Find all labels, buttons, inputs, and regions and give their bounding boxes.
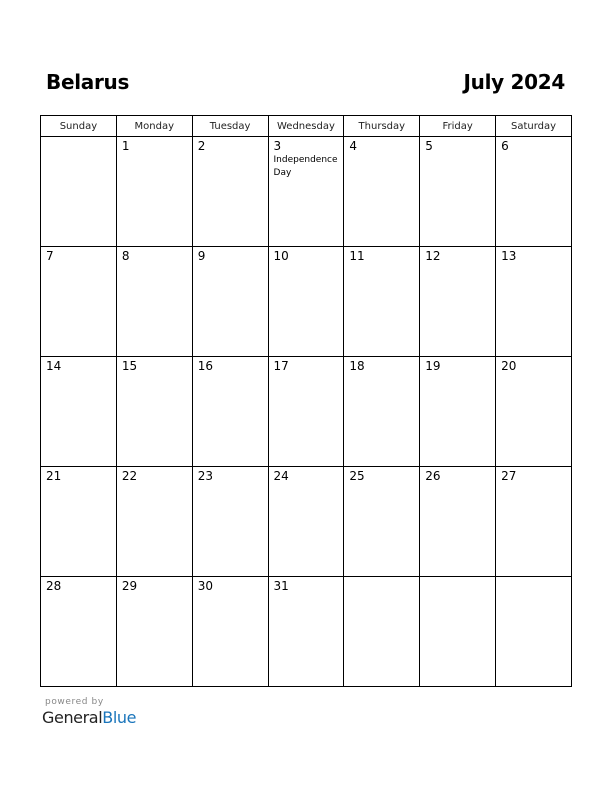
week-row (41, 467, 572, 577)
day-number: 28 (46, 579, 62, 593)
day-number (496, 577, 571, 579)
day-number: 12 (425, 249, 441, 263)
day-cell (420, 137, 496, 247)
day-cell (41, 467, 117, 577)
day-cell (268, 247, 344, 357)
day-cell (496, 577, 572, 687)
day-number: 25 (349, 469, 365, 483)
day-cell (192, 247, 268, 357)
weekday-friday: Friday (420, 116, 496, 137)
day-cell (116, 467, 192, 577)
day-cell (496, 467, 572, 577)
day-number: 8 (121, 249, 130, 263)
day-cell (41, 357, 117, 467)
day-number: 13 (501, 249, 517, 263)
week-row (41, 247, 572, 357)
day-cell (192, 357, 268, 467)
generalblue-logo[interactable] (42, 708, 136, 727)
day-number: 6 (501, 139, 509, 153)
day-cell (192, 467, 268, 577)
day-number: 2 (197, 139, 206, 153)
day-cell (268, 137, 344, 247)
day-number: 24 (273, 469, 289, 483)
day-cell (344, 577, 420, 687)
weekday-sunday: Sunday (41, 116, 117, 137)
brand-blue: Blue (102, 708, 137, 727)
day-number: 3 (273, 139, 282, 153)
day-number: 30 (197, 579, 213, 593)
day-number: 27 (501, 469, 517, 483)
day-cell (344, 247, 420, 357)
day-number: 23 (197, 469, 213, 483)
day-number: 19 (425, 359, 441, 373)
day-cell (496, 247, 572, 357)
week-row (41, 577, 572, 687)
day-number: 9 (197, 249, 206, 263)
day-number: 11 (349, 249, 365, 263)
day-number: 15 (121, 359, 138, 373)
day-cell (116, 357, 192, 467)
day-number: 26 (425, 469, 441, 483)
day-cell (116, 577, 192, 687)
day-cell (420, 577, 496, 687)
day-number: 22 (121, 469, 138, 483)
day-number: 14 (46, 359, 62, 373)
month-year-title: July 2024 (463, 70, 565, 94)
day-number (344, 577, 419, 579)
day-cell (496, 137, 572, 247)
day-cell (116, 137, 192, 247)
day-number: 20 (501, 359, 517, 373)
week-row (41, 357, 572, 467)
day-number: 17 (273, 359, 289, 373)
day-number: 31 (273, 579, 289, 593)
day-cell (268, 577, 344, 687)
weekday-monday: Monday (116, 116, 192, 137)
holiday-label: Independence Day (273, 155, 338, 178)
weekday-saturday: Saturday (496, 116, 572, 137)
powered-by-label: powered by (45, 697, 104, 707)
day-cell (41, 247, 117, 357)
day-cell (192, 577, 268, 687)
day-number: 18 (349, 359, 365, 373)
day-cell (420, 357, 496, 467)
day-cell (41, 137, 117, 247)
day-number (420, 577, 495, 579)
day-cell (116, 247, 192, 357)
day-number: 7 (46, 249, 54, 263)
day-number: 10 (273, 249, 289, 263)
weekday-wednesday: Wednesday (268, 116, 344, 137)
weekday-tuesday: Tuesday (192, 116, 268, 137)
day-cell (496, 357, 572, 467)
day-number: 5 (425, 139, 433, 153)
day-number: 21 (46, 469, 62, 483)
day-cell (268, 467, 344, 577)
day-cell (420, 247, 496, 357)
day-cell (344, 137, 420, 247)
day-number: 1 (121, 139, 130, 153)
week-row (41, 137, 572, 247)
day-number: 4 (349, 139, 358, 153)
weekday-header-row (41, 116, 572, 137)
day-cell (268, 357, 344, 467)
day-cell (344, 357, 420, 467)
day-number: 29 (121, 579, 138, 593)
day-number (41, 137, 116, 139)
day-cell (344, 467, 420, 577)
day-cell (41, 577, 117, 687)
day-cell (192, 137, 268, 247)
calendar-grid (40, 115, 572, 687)
weekday-thursday: Thursday (344, 116, 420, 137)
day-number: 16 (197, 359, 213, 373)
day-cell (420, 467, 496, 577)
country-title: Belarus (46, 70, 130, 94)
brand-general: General (42, 708, 103, 727)
